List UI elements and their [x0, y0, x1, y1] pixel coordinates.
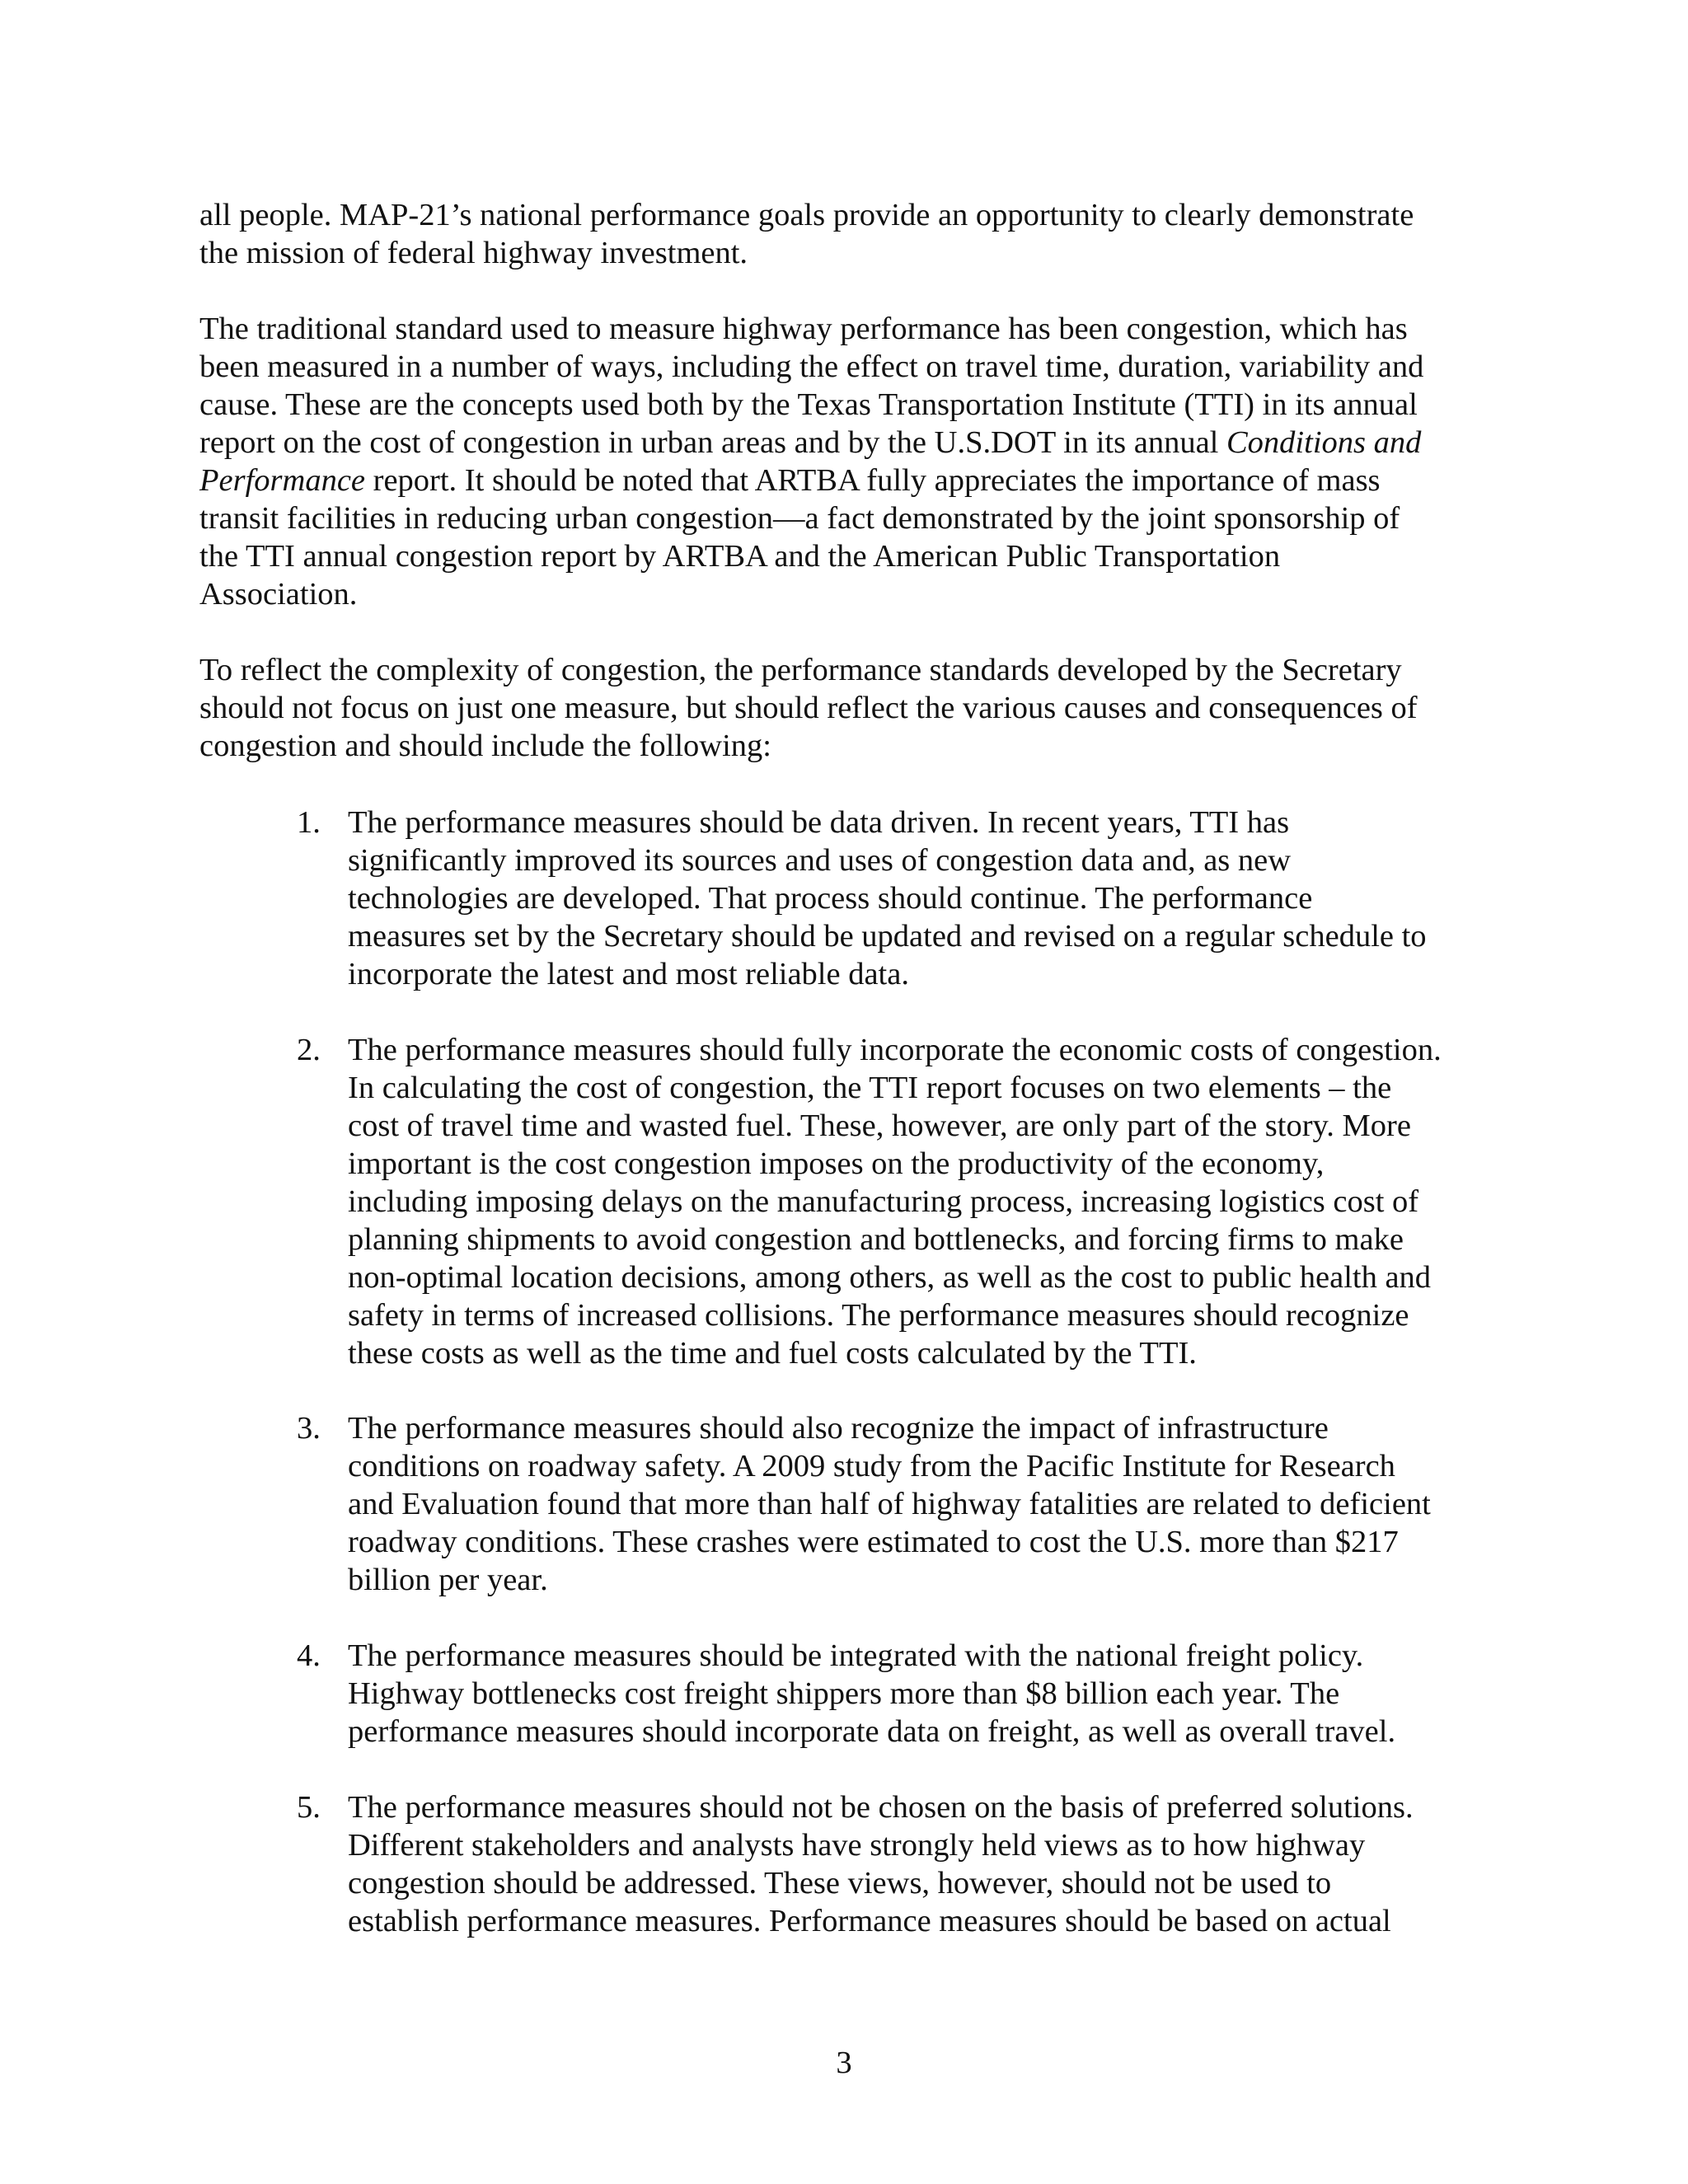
list-line: these costs as well as the time and fuel costs calculated by the TTI.	[348, 1336, 1197, 1371]
list-line: The performance measures should not be chosen on the basis of preferred solutions.	[348, 1790, 1414, 1825]
list-line: conditions on roadway safety. A 2009 study from the Pacific Institute for Research	[348, 1449, 1395, 1483]
page-number: 3	[836, 2046, 852, 2080]
list-line: technologies are developed. That process should continue. The performance	[348, 881, 1313, 916]
paragraph-line: been measured in a number of ways, including the effect on travel time, duration, variability and	[199, 349, 1424, 384]
list-line: The performance measures should be integrated with the national freight policy.	[348, 1638, 1364, 1673]
list-line: Highway bottlenecks cost freight shippers more than $8 billion each year. The	[348, 1676, 1340, 1711]
list-line: cost of travel time and wasted fuel. These, however, are only part of the story. More	[348, 1108, 1411, 1143]
list-line: The performance measures should also recognize the impact of infrastructure	[348, 1411, 1329, 1446]
paragraph-1	[199, 196, 1485, 272]
paragraph-line: cause. These are the concepts used both by the Texas Transportation Institute (TTI) in its annual	[199, 387, 1418, 422]
list-number: 4.	[297, 1638, 321, 1673]
paragraph-line: the mission of federal highway investment.	[199, 236, 748, 270]
paragraph-line: all people. MAP-21’s national performance goals provide an opportunity to clearly demonstrate	[199, 198, 1414, 232]
list-number: 3.	[297, 1411, 321, 1446]
list-line: Different stakeholders and analysts have strongly held views as to how highway	[348, 1828, 1366, 1863]
line-text: report. It should be noted that ARTBA fully appreciates the importance of mass	[365, 463, 1381, 498]
list-line: including imposing delays on the manufacturing process, increasing logistics cost of	[348, 1184, 1419, 1219]
list-line: establish performance measures. Performance measures should be based on actual	[348, 1904, 1391, 1938]
list-line: In calculating the cost of congestion, the TTI report focuses on two elements – the	[348, 1071, 1392, 1105]
paragraph-line	[199, 424, 1485, 462]
paragraph-line: To reflect the complexity of congestion, the performance standards developed by the Secretary	[199, 653, 1402, 687]
list-line: The performance measures should fully incorporate the economic costs of congestion.	[348, 1033, 1442, 1067]
list-number: 1.	[297, 805, 321, 840]
list-line: congestion should be addressed. These views, however, should not be used to	[348, 1866, 1332, 1900]
list-line: non-optimal location decisions, among others, as well as the cost to public health and	[348, 1260, 1432, 1295]
report-title-italic: Performance	[199, 463, 365, 498]
list-item-body	[348, 804, 1493, 993]
paragraph-line: transit facilities in reducing urban congestion—a fact demonstrated by the joint sponsorship of	[199, 501, 1400, 536]
paragraph-3	[199, 651, 1485, 765]
list-line: planning shipments to avoid congestion and bottlenecks, and forcing firms to make	[348, 1222, 1404, 1257]
list-line: safety in terms of increased collisions. The performance measures should recognize	[348, 1298, 1409, 1333]
list-item-body	[348, 1637, 1493, 1750]
line-text: report on the cost of congestion in urban areas and by the U.S.DOT in its annual	[199, 425, 1226, 460]
list-item-body	[348, 1409, 1493, 1599]
list-line: measures set by the Secretary should be updated and revised on a regular schedule to	[348, 919, 1427, 954]
paragraph-line	[199, 462, 1485, 499]
list-number: 2.	[297, 1033, 321, 1067]
list-line: important is the cost congestion imposes on the productivity of the economy,	[348, 1146, 1325, 1181]
list-line: roadway conditions. These crashes were estimated to cost the U.S. more than $217	[348, 1525, 1399, 1559]
paragraph-line: The traditional standard used to measure highway performance has been congestion, which has	[199, 312, 1408, 346]
list-line: significantly improved its sources and uses of congestion data and, as new	[348, 843, 1292, 878]
list-item-body	[348, 1788, 1493, 1940]
paragraph-line: congestion and should include the following:	[199, 729, 771, 763]
paragraph-2	[199, 310, 1485, 613]
paragraph-line: the TTI annual congestion report by ARTBA and the American Public Transportation	[199, 539, 1281, 574]
list-line: incorporate the latest and most reliable data.	[348, 957, 909, 991]
paragraph-line: should not focus on just one measure, but should reflect the various causes and consequences of	[199, 691, 1418, 725]
list-line: and Evaluation found that more than half of highway fatalities are related to deficient	[348, 1487, 1431, 1521]
list-item-body	[348, 1031, 1493, 1372]
paragraph-line: Association.	[199, 577, 358, 612]
list-line: The performance measures should be data driven. In recent years, TTI has	[348, 805, 1290, 840]
report-title-italic: Conditions and	[1226, 425, 1422, 460]
list-line: performance measures should incorporate data on freight, as well as overall travel.	[348, 1714, 1396, 1749]
list-line: billion per year.	[348, 1563, 548, 1597]
list-number: 5.	[297, 1790, 321, 1825]
